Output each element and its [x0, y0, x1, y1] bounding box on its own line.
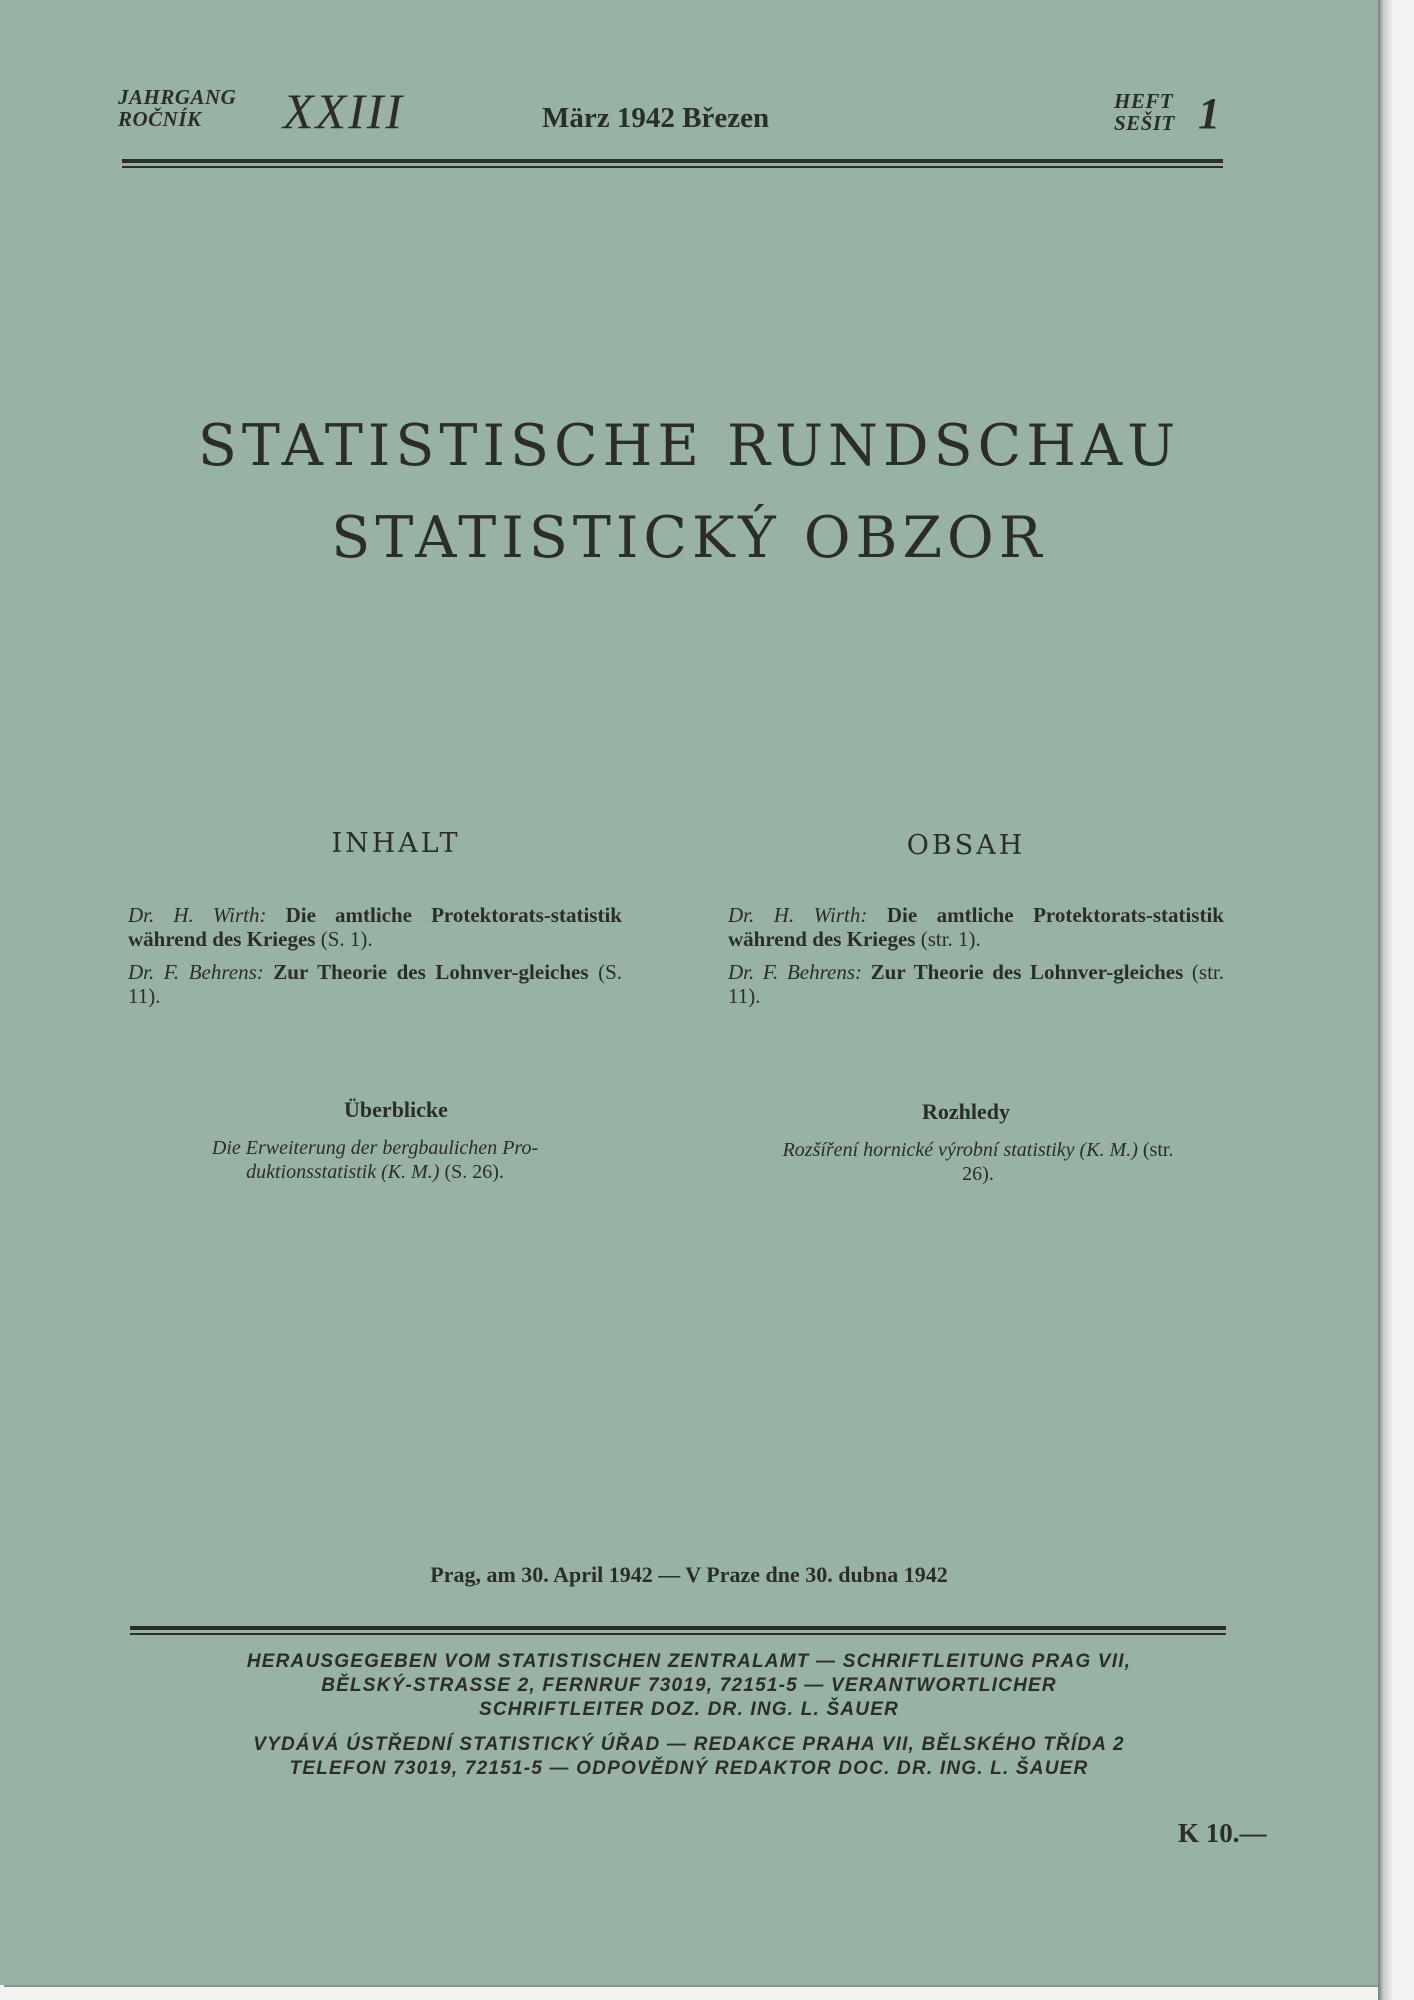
entry-page: (str. 1).: [920, 927, 981, 951]
section-entry-title: Die Erweiterung der bergbaulichen Pro-duktionsstatistik: [211, 1137, 539, 1183]
imprint-line: SCHRIFTLEITER DOZ. DR. ING. L. ŠAUER: [478, 1699, 900, 1720]
section-heading-de: Überblicke: [344, 1097, 448, 1122]
entry-title: Zur Theorie des Lohnver-gleiches: [870, 960, 1184, 984]
title-czech: STATISTICKÝ OBZOR: [331, 505, 1047, 571]
contents-list-cs: [728, 903, 1224, 1017]
dateline: Prag, am 30. April 1942 — V Praze dne 30. dubna 1942: [430, 1562, 948, 1587]
entry-author: Dr. F. Behrens:: [728, 960, 862, 984]
entry-page: (str. 11).: [728, 960, 1225, 1008]
volume-labels: [118, 86, 236, 130]
entry-page: (S. 1).: [320, 927, 373, 951]
issue-date: März 1942 Březen: [542, 102, 770, 134]
contents-heading-cs: OBSAH: [906, 830, 1026, 861]
section-heading-cs: Rozhledy: [922, 1099, 1010, 1124]
price: K 10.—: [1178, 1818, 1267, 1848]
entry-title: Zur Theorie des Lohnver-gleiches: [273, 960, 589, 984]
imprint-czech: [0, 1733, 1378, 1781]
volume-label-cs: ROČNÍK: [118, 107, 202, 131]
entry-page: (S. 11).: [128, 960, 623, 1008]
contents-entry: [728, 960, 1224, 1008]
contents-entry: [128, 903, 622, 951]
entry-author: Dr. F. Behrens:: [128, 960, 264, 984]
entry-author: Dr. H. Wirth:: [728, 903, 868, 927]
page-edge: [1378, 0, 1392, 2000]
entry-author: Dr. H. Wirth:: [128, 903, 267, 927]
imprint-line: BĚLSKÝ-STRASSE 2, FERNRUF 73019, 72151-5 — VERANTWORTLICHER: [321, 1675, 1057, 1696]
issue-number: 1: [1198, 89, 1220, 138]
volume-number: XXIII: [283, 83, 405, 139]
imprint-line: HERAUSGEGEBEN VOM STATISTISCHEN ZENTRALAMT — SCHRIFTLEITUNG PRAG VII,: [246, 1651, 1132, 1672]
issue-label-cs: SEŠIT: [1114, 111, 1175, 135]
imprint-line: VYDÁVÁ ÚSTŘEDNÍ STATISTICKÝ ÚŘAD — REDAKCE PRAHA VII, BĚLSKÉHO TŘÍDA 2: [253, 1734, 1125, 1755]
section-entry-page: (S. 26).: [444, 1161, 504, 1183]
section-entry-de: [148, 1136, 602, 1184]
section-entry-cs: [770, 1138, 1186, 1186]
footer-rule-thick: [130, 1626, 1226, 1630]
issue-label-de: HEFT: [1114, 89, 1174, 113]
section-entry-author: (K. M.): [1079, 1139, 1138, 1161]
header-rule-thin: [122, 166, 1223, 168]
imprint-line: TELEFON 73019, 72151-5 — ODPOVĚDNÝ REDAKTOR DOC. DR. ING. L. ŠAUER: [289, 1758, 1089, 1779]
section-entry-title: Rozšíření hornické výrobní statistiky: [782, 1139, 1075, 1161]
section-entry-page: (str. 26).: [962, 1139, 1174, 1185]
issue-labels: [1114, 90, 1175, 134]
imprint-german: [0, 1650, 1378, 1722]
header-rule-thick: [122, 159, 1223, 163]
footer-rule-thin: [130, 1633, 1226, 1635]
title-german: STATISTISCHE RUNDSCHAU: [197, 413, 1181, 479]
contents-entry: [728, 903, 1224, 951]
contents-entry: [128, 960, 622, 1008]
section-entry-author: (K. M.): [381, 1161, 440, 1183]
volume-label-de: JAHRGANG: [118, 85, 237, 109]
entry-title: Die amtliche Protektorats-statistik während des Krieges: [728, 903, 1224, 951]
contents-heading-de: INHALT: [331, 828, 461, 859]
contents-list-de: [128, 903, 622, 1017]
entry-title: Die amtliche Protektorats-statistik während des Krieges: [128, 903, 622, 951]
